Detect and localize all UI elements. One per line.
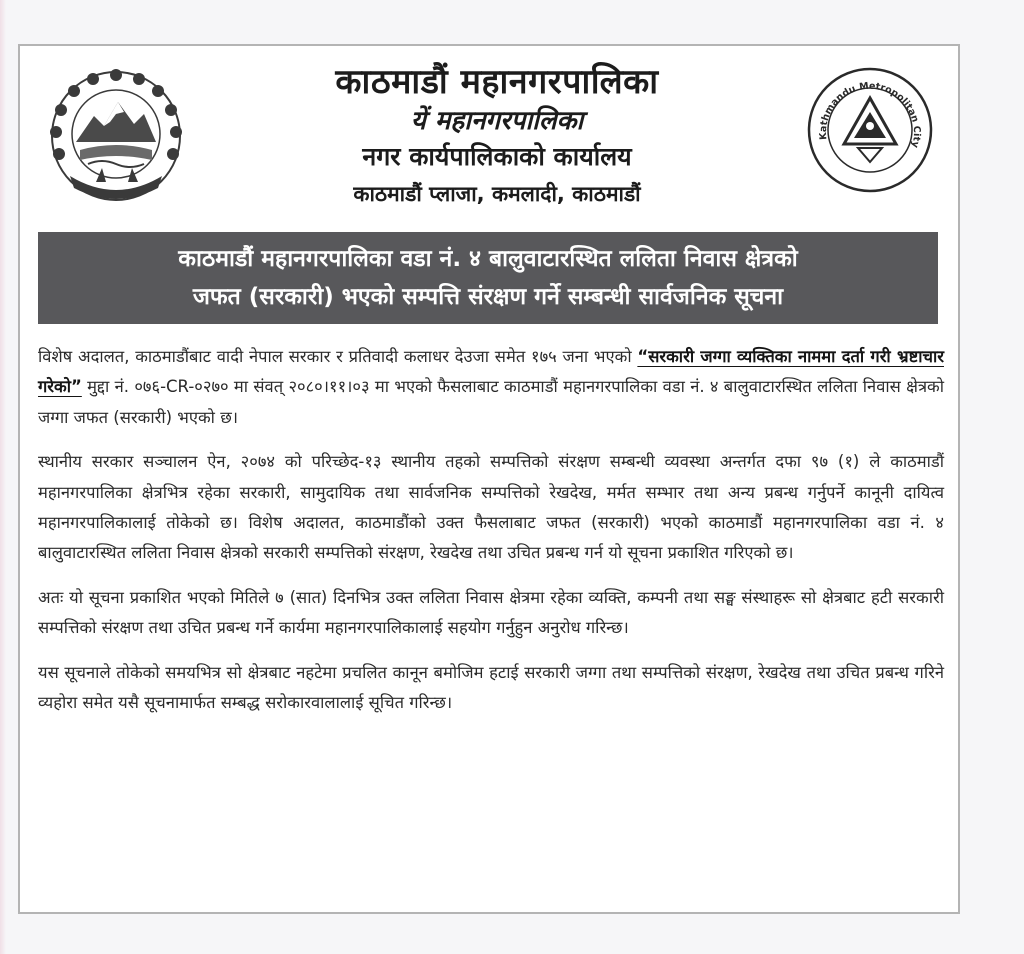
nepal-emblem-icon xyxy=(44,64,188,208)
paragraph-2: स्थानीय सरकार सञ्चालन ऐन, २०७४ को परिच्छेद-१३ स्थानीय तहको सम्पत्तिको संरक्षण सम्बन्धी व्यवस्था अन्तर्गत दफा ९७ (१) ले काठमाडौं महानगरपालिका क्षेत्रभित्र रहेका सरकारी, सामुदायिक तथा सार्वजनिक सम्पत्तिको रेखदेख, मर्मत सम्भार तथा अन्य प्रबन्ध गर्नुपर्ने कानूनी दायित्व महानगरपालिकालाई तोकेको छ। विशेष अदालत, काठमाडौंको उक्त फैसलाबाट जफत (सरकारी) भएको काठमाडौं महानगरपालिका वडा नं. ४ बालुवाटारस्थित ललिता निवास क्षेत्रको सरकारी सम्पत्तिको संरक्षण, रेखदेख तथा उचित प्रबन्ध गर्न यो सूचना प्रकाशित गरिएको छ। xyxy=(38,452,944,563)
paragraph-1-intro: विशेष अदालत, काठमाडौंबाट वादी नेपाल सरकार र प्रतिवादी कलाधर देउजा समेत १७५ जना भएको xyxy=(38,347,632,366)
office-title-newari: यें महानगरपालिका xyxy=(410,106,584,136)
notice-body xyxy=(38,342,944,732)
letterhead xyxy=(210,60,784,212)
office-name: नगर कार्यपालिकाको कार्यालय xyxy=(362,142,632,171)
office-address: काठमाडौं प्लाजा, कमलादी, काठमाडौं xyxy=(353,182,641,206)
notice-heading-line-1: काठमाडौं महानगरपालिका वडा नं. ४ बालुवाटारस्थित ललिता निवास क्षेत्रको xyxy=(178,246,798,272)
paragraph-1 xyxy=(38,342,944,433)
notice-heading-line-2: जफत (सरकारी) भएको सम्पत्ति संरक्षण गर्ने सम्बन्धी सार्वजनिक सूचना xyxy=(192,284,784,310)
office-title: काठमाडौं महानगरपालिका xyxy=(335,62,659,102)
kmc-seal-icon xyxy=(806,66,934,194)
public-notice xyxy=(18,44,960,914)
notice-heading xyxy=(38,232,938,324)
case-title-quote: “सरकारी जग्गा व्यक्तिका नाममा दर्ता गरी भ्रष्टाचार गरेको” xyxy=(38,347,944,397)
paragraph-1-rest: मुद्दा नं. ०७६-CR-०२७० मा संवत् २०८०।११।०३ मा भएको फैसलाबाट काठमाडौं महानगरपालिका वडा नं. ४ बालुवाटारस्थित ललिता निवास क्षेत्रको जग्गा जफत (सरकारी) भएको छ। xyxy=(38,377,944,427)
seal-text: Kathmandu Metropolitan City xyxy=(817,80,923,149)
paragraph-4: यस सूचनाले तोकेको समयभित्र सो क्षेत्रबाट नहटेमा प्रचलित कानून बमोजिम हटाई सरकारी जग्गा तथा सम्पत्तिको संरक्षण, रेखदेख तथा उचित प्रबन्ध गरिने व्यहोरा समेत यसै सूचनामार्फत सम्बद्ध सरोकारवालालाई सूचित गरिन्छ। xyxy=(38,662,944,713)
page-edge xyxy=(0,0,6,954)
paragraph-3: अतः यो सूचना प्रकाशित भएको मितिले ७ (सात) दिनभित्र उक्त ललिता निवास क्षेत्रमा रहेका व्यक्ति, कम्पनी तथा सङ्घ संस्थाहरू सो क्षेत्रबाट हटी सरकारी सम्पत्तिको संरक्षण तथा उचित प्रबन्ध गर्ने कार्यमा महानगरपालिकालाई सहयोग गर्नुहुन अनुरोध गरिन्छ। xyxy=(38,587,944,638)
